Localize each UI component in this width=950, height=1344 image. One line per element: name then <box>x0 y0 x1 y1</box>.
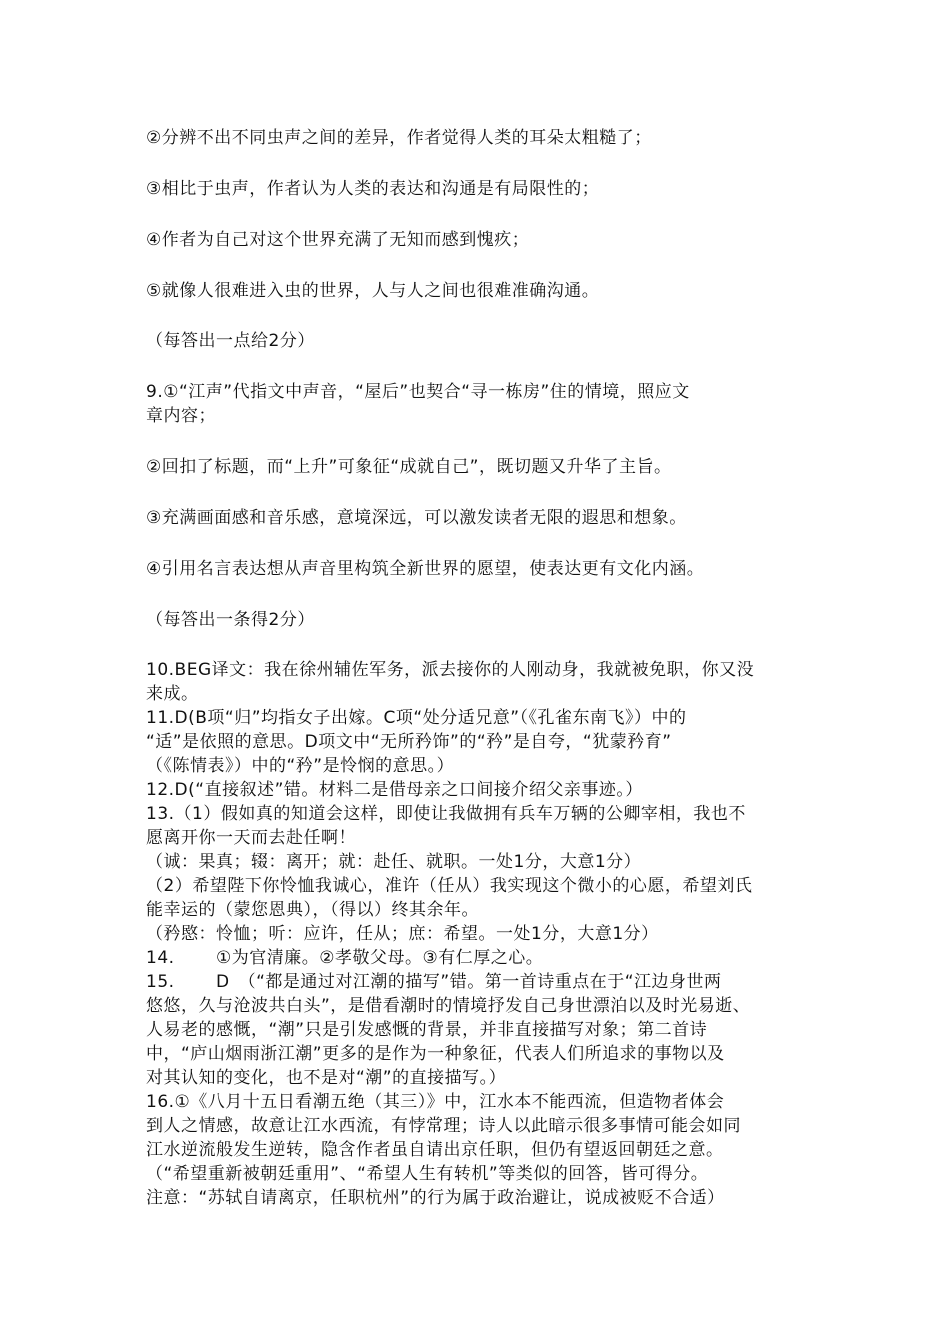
answer-15-line <box>146 970 826 994</box>
answer-line: ③相比于虫声，作者认为人类的表达和沟通是有局限性的； <box>146 179 600 199</box>
answer-text: D （“都是通过对江潮的描写”错。第一首诗重点在于“江边身世两 <box>216 972 722 992</box>
answer-9-line: ④引用名言表达想从声音里构筑全新世界的愿望，使表达更有文化内涵。 <box>146 559 705 579</box>
answer-11-line: （《陈情表》）中的“矜”是怜悯的意思。） <box>146 756 455 776</box>
answer-13-line: （矜愍：怜恤；听：应许，任从；庶：希望。一处1分，大意1分） <box>146 924 659 944</box>
scoring-note: （每答出一条得2分） <box>146 610 315 630</box>
answer-text: ①为官清廉。②孝敬父母。③有仁厚之心。 <box>216 948 544 968</box>
answer-10-line: 来成。 <box>146 684 199 704</box>
answer-10-line: 10.BEG译文：我在徐州辅佐军务，派去接你的人刚动身，我就被免职，你又没 <box>146 660 755 680</box>
answer-13-line: （2）希望陛下你怜恤我诚心，准许（任从）我实现这个微小的心愿，希望刘氏 <box>146 876 753 896</box>
scoring-note: （每答出一点给2分） <box>146 331 315 351</box>
answer-11-line: 11.D(B项“归”均指女子出嫁。C项“处分适兄意”（《孔雀东南飞》）中的 <box>146 708 687 728</box>
answer-line: ④作者为自己对这个世界充满了无知而感到愧疚； <box>146 230 530 250</box>
answer-9-line: ②回扣了标题，而“上升”可象征“成就自己”，既切题又升华了主旨。 <box>146 457 672 477</box>
answer-14-line <box>146 946 826 970</box>
answer-9-line: 章内容； <box>146 406 216 426</box>
answer-13-line: 13.（1）假如真的知道会这样，即使让我做拥有兵车万辆的公卿宰相，我也不 <box>146 804 746 824</box>
answer-15-line: 悠悠，久与沧波共白头”，是借看潮时的情境抒发自己身世漂泊以及时光易逝、 <box>146 996 751 1016</box>
answer-16-line: 注意：“苏轼自请离京，任职杭州”的行为属于政治避让，说成被贬不合适） <box>146 1188 725 1208</box>
answer-9-line: ③充满画面感和音乐感，意境深远，可以激发读者无限的遐思和想象。 <box>146 508 687 528</box>
answer-15-line: 对其认知的变化，也不是对“潮”的直接描写。） <box>146 1068 507 1088</box>
answer-16-line: 江水逆流般发生逆转，隐含作者虽自请出京任职，但仍有望返回朝廷之意。 <box>146 1140 724 1160</box>
answer-13-line: （诚：果真；辍：离开；就：赴任、就职。一处1分，大意1分） <box>146 852 642 872</box>
answer-13-line: 愿离开你一天而去赴任啊！ <box>146 828 356 848</box>
answer-9-line: 9.①“江声”代指文中声音，“屋后”也契合“寻一栋房”住的情境，照应文 <box>146 382 690 402</box>
answer-line: ②分辨不出不同虫声之间的差异，作者觉得人类的耳朵太粗糙了； <box>146 128 652 148</box>
question-number: 14. <box>146 948 175 968</box>
answer-12-line: 12.D(“直接叙述”错。材料二是借母亲之口间接介绍父亲事迹。） <box>146 780 643 800</box>
answer-15-line: 人易老的感慨，“潮”只是引发感慨的背景，并非直接描写对象；第二首诗 <box>146 1020 708 1040</box>
answer-16-line: （“希望重新被朝廷重用”、“希望人生有转机”等类似的回答，皆可得分。 <box>146 1164 709 1184</box>
answer-13-line: 能幸运的（蒙您恩典），（得以）终其余年。 <box>146 900 479 920</box>
question-number: 15. <box>146 972 175 992</box>
answer-11-line: “适”是依照的意思。D项文中“无所矜饰”的“矜”是自夸，“犹蒙矜育” <box>146 732 672 752</box>
answer-16-line: 到人之情感，故意让江水西流，有悖常理；诗人以此暗示很多事情可能会如同 <box>146 1116 741 1136</box>
answer-15-line: 中，“庐山烟雨浙江潮”更多的是作为一种象征，代表人们所追求的事物以及 <box>146 1044 725 1064</box>
answer-line: ⑤就像人很难进入虫的世界，人与人之间也很难准确沟通。 <box>146 281 600 301</box>
answer-16-line: 16.①《八月十五日看潮五绝（其三）》中，江水本不能西流，但造物者体会 <box>146 1092 725 1112</box>
